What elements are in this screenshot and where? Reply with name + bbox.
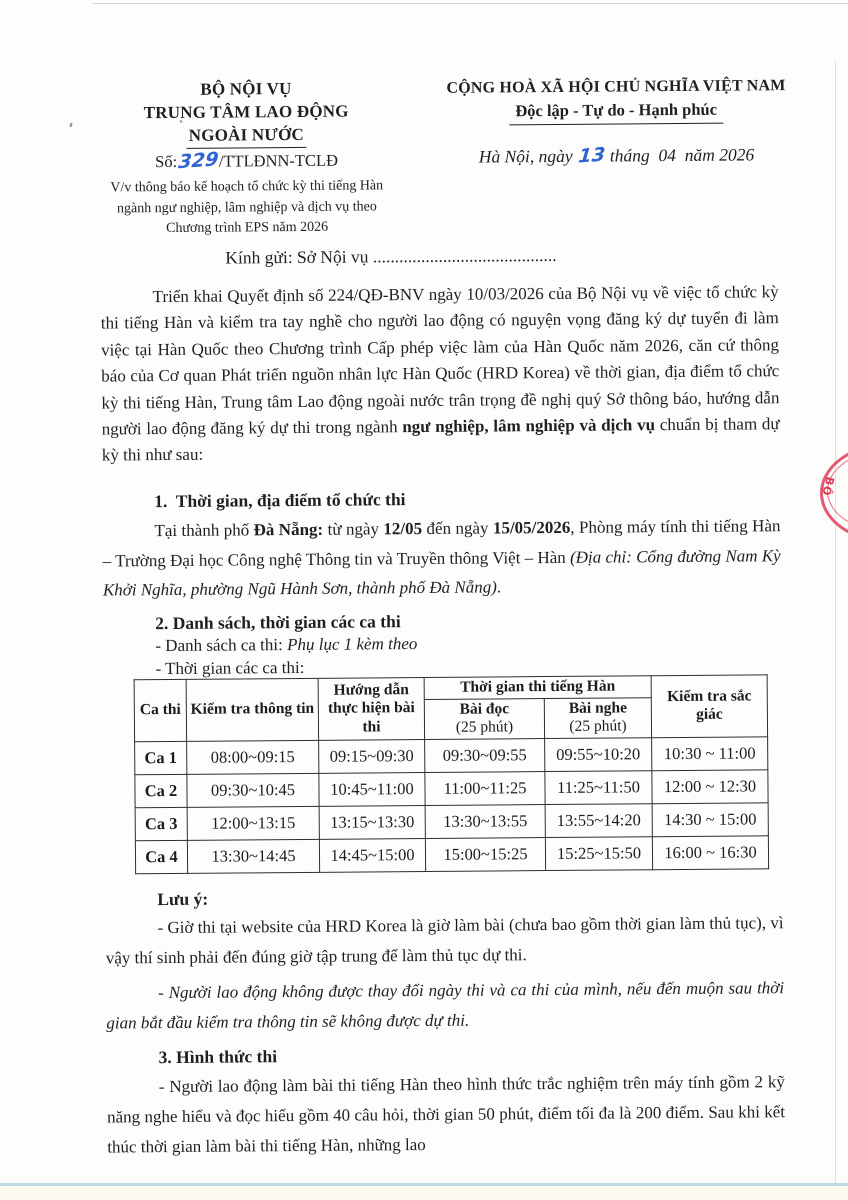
note1-paragraph: - Giờ thi tại website của HRD Korea là giờ làm bài (chưa bao gồm thời gian làm thủ tục), vì vậy thí sinh phải đến đúng giờ tập trung để làm thủ tục dự thi. (105, 913, 784, 968)
cell: 09:30~09:55 (425, 738, 545, 772)
national-motto-line2: Độc lập - Tự do - Hạnh phúc (509, 100, 723, 126)
note2-paragraph: - Người lao động không được thay đổi ngày thi và ca thi của mình, nếu đến muộn sau thời gian bắt đầu kiểm tra thông tin sẽ không được dự thi. (106, 978, 785, 1033)
cell: 13:30~13:55 (425, 804, 545, 838)
cell: 09:15~09:30 (319, 739, 425, 773)
cell: 10:45~11:00 (319, 772, 425, 806)
issuing-agency-block (84, 76, 409, 240)
bold-start-date: 12/05 (383, 519, 423, 539)
italic-address: (Địa chỉ: Cổng đường Nam Kỳ Khởi Nghĩa, phường Ngũ Hành Sơn, thành phố Đà Nẵng) (102, 545, 781, 600)
cell: 11:25~11:50 (545, 770, 652, 804)
location-paragraph: Tại thành phố Đà Nẵng: từ ngày 12/05 đến ngày 15/05/2026, Phòng máy tính thi tiếng Hàn – Trường Đại học Công nghệ Thông tin và Truyền thông Việt – Hàn (Địa chỉ: Cổng đường Nam Kỳ Khởi Nghĩa, phường Ngũ Hành Sơn, thành phố Đà Nẵng). (102, 516, 781, 600)
cell: 14:30 ~ 15:00 (652, 802, 768, 836)
col-header-ca-thi: Ca thi (134, 679, 186, 741)
cell: 13:30~14:45 (187, 839, 319, 873)
bold-end-date: 15/05/2026 (492, 517, 571, 538)
parent-org-name: BỘ NỘI VỤ (200, 79, 292, 99)
cell: Ca 1 (135, 741, 187, 774)
cell: 14:45~15:00 (319, 838, 425, 872)
cell: 15:25~15:50 (545, 836, 652, 870)
table-row-ca1 (135, 736, 768, 774)
handwritten-doc-number: 329 (176, 148, 220, 174)
cell: 15:00~15:25 (425, 837, 545, 871)
national-motto-line1: CỘNG HOÀ XÃ HỘI CHỦ NGHĨA VIỆT NAM (446, 77, 786, 97)
cell: 10:30 ~ 11:00 (652, 736, 768, 770)
italic-phu-luc: Phụ lục 1 kèm theo (286, 634, 418, 655)
cell: Ca 3 (135, 807, 187, 840)
cell: 16:00 ~ 16:30 (652, 835, 768, 869)
cell: 13:15~13:30 (319, 805, 425, 839)
intro-paragraph: Triển khai Quyết định số 224/QĐ-BNV ngày 10/03/2026 của Bộ Nội vụ về việc tổ chức kỳ thi tiếng Hàn và kiểm tra tay nghề cho người lao động có nguyện vọng đăng ký dự tuyển đi làm việc tại Hàn Quốc theo Chương trình Cấp phép việc làm của Hàn Quốc năm 2026, căn cứ thông báo của Cơ quan Phát triển nguồn nhân lực Hàn Quốc (HRD Korea) về thời gian, địa điểm tổ chức kỳ thi tiếng Hàn, Trung tâm Lao động ngoài nước trân trọng đề nghị quý Sở thông báo, hướng dẫn người lao động đăng ký dự thi trong ngành ngư nghiệp, lâm nghiệp và dịch vụ chuẩn bị tham dự kỳ thi như sau: (100, 282, 780, 465)
cell: 12:00~13:15 (187, 806, 319, 840)
cell: 09:55~10:20 (545, 737, 652, 771)
cell: 12:00 ~ 12:30 (652, 769, 768, 803)
col-header-bai-doc: Bài đọc (25 phút) (424, 698, 544, 739)
section2-heading: 2. Danh sách, thời gian các ca thi (155, 611, 401, 634)
cell: Ca 2 (135, 774, 187, 807)
col-header-huong-dan: Hướng dẫn thực hiện bài thi (318, 678, 424, 740)
bold-industries: ngư nghiệp, lâm nghiệp và dịch vụ (402, 415, 656, 437)
recipient-line: Kính gửi: Sở Nội vụ .......................................... (225, 244, 557, 268)
stamp-text: BỘ (819, 475, 837, 498)
list-item-danh-sach: - Danh sách ca thi: Phụ lục 1 kèm theo (155, 634, 418, 656)
bold-city: Đà Nẵng: (253, 519, 324, 540)
col-header-sac-giac: Kiểm tra sắc giác (651, 675, 767, 737)
red-stamp-fragment (810, 436, 848, 548)
document-subject: V/v thông báo kế hoạch tổ chức kỳ thi tiếng Hàn ngành ngư nghiệp, lâm nghiệp và dịch vụ theo Chương trình EPS năm 2026 (110, 178, 384, 237)
cell: 11:00~11:25 (425, 771, 545, 805)
document-number: Số:329/TTLĐNN-TCLĐ (155, 148, 339, 174)
org-name-line2: NGOÀI NƯỚC (187, 123, 306, 149)
list-item-thoi-gian: - Thời gian các ca thi: (155, 657, 305, 679)
luu-y-heading: Lưu ý: (157, 888, 209, 910)
cell: 13:55~14:20 (545, 803, 652, 837)
cell: 08:00~09:15 (187, 740, 319, 774)
format-paragraph: - Người lao động làm bài thi tiếng Hàn theo hình thức trắc nghiệm trên máy tính gồm 2 kỹ năng nghe hiểu và đọc hiểu gồm 40 câu hỏi, thời gian 50 phút, điểm tối đa là 200 điểm. Sau khi kết thúc thời gian làm bài thi tiếng Hàn, những lao (106, 1072, 786, 1157)
col-header-kiem-tra: Kiểm tra thông tin (186, 678, 318, 741)
handwritten-day: 13 (576, 143, 606, 168)
section1-heading: 1. Thời gian, địa điểm tổ chức thi (154, 489, 406, 512)
table-row-ca3 (135, 802, 768, 840)
exam-schedule-table (134, 674, 770, 873)
place-date-line: Hà Nội, ngày 13 tháng 04 năm 2026 (478, 143, 755, 168)
cell: 09:30~10:45 (187, 773, 319, 807)
section3-heading: 3. Hình thức thi (158, 1046, 278, 1068)
col-header-group-tieng-han: Thời gian thi tiếng Hàn (424, 676, 651, 699)
national-header-block (408, 75, 825, 168)
org-name-line1: TRUNG TÂM LAO ĐỘNG (143, 101, 349, 123)
table-row-ca2 (135, 769, 768, 807)
cell: Ca 4 (135, 840, 187, 873)
paper-edge-line (835, 60, 836, 1184)
table-row-ca4 (135, 835, 768, 873)
col-header-bai-nghe: Bài nghe (25 phút) (544, 697, 651, 738)
scan-bottom-band (0, 1186, 848, 1200)
